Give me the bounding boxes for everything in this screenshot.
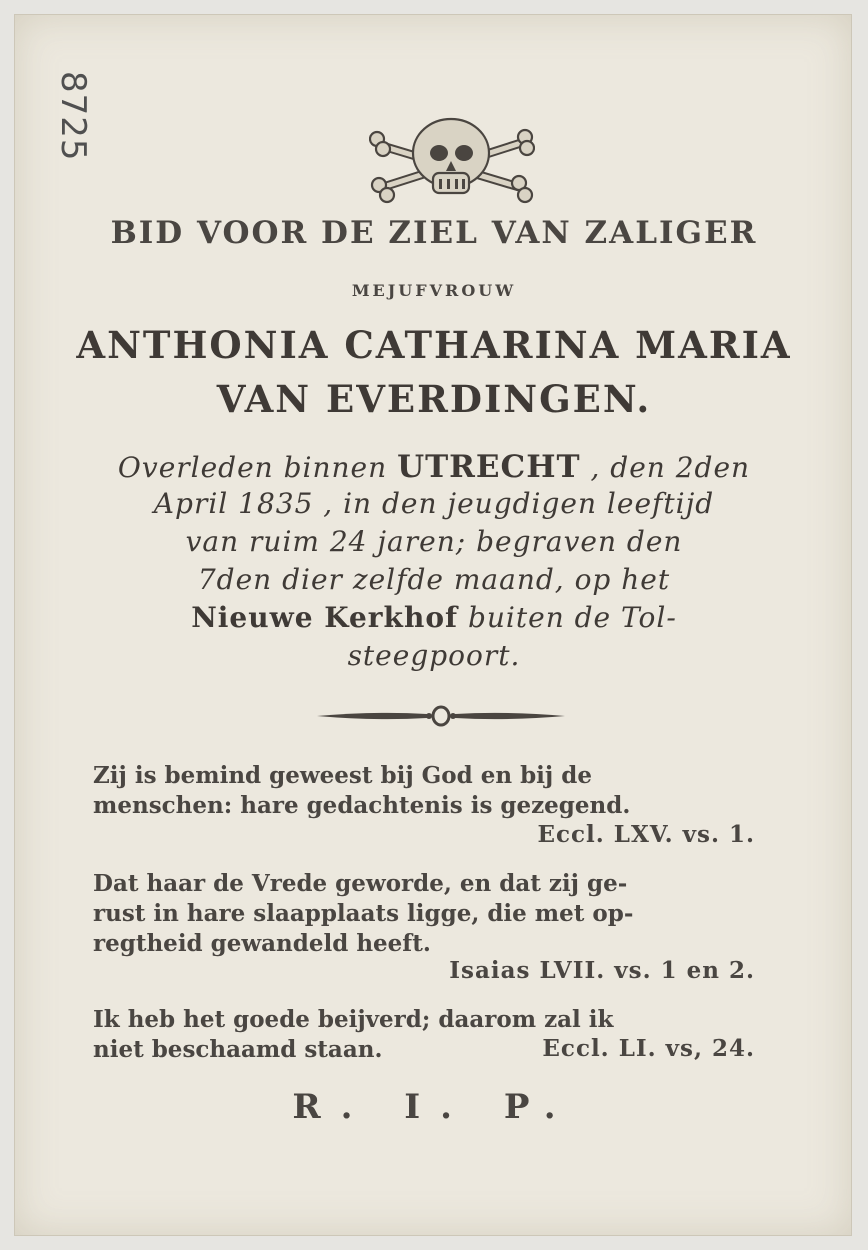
verse-2 xyxy=(93,869,783,959)
verse-3-reference: Eccl. LI. vs, 24. xyxy=(542,1035,755,1062)
verse-1-text-1: Zij is bemind geweest bij God en bij de xyxy=(93,762,592,789)
verse-2-line-2 xyxy=(93,899,783,929)
details-line-6: steegpoort. xyxy=(347,639,521,672)
verse-1-line-1 xyxy=(93,761,783,791)
details-line-4 xyxy=(15,563,853,596)
closing-rip: R. I. P. xyxy=(292,1087,576,1127)
verse-1-reference: Eccl. LXV. vs. 1. xyxy=(537,821,755,848)
name-line-2: VAN EVERDINGEN. xyxy=(216,377,652,421)
details-line-1 xyxy=(15,449,853,485)
verse-2-line-3 xyxy=(93,929,783,959)
details-outside: buiten de Tol- xyxy=(467,601,677,634)
details-month: dier zelfde maand, op het xyxy=(282,563,671,596)
verse-1-text-2: menschen: hare gedachtenis is gezegend. xyxy=(93,792,631,819)
verse-1 xyxy=(93,761,783,821)
memorial-card xyxy=(14,14,852,1236)
ornamental-divider-icon xyxy=(315,705,567,727)
name-line-1: ANTHONIA CATHARINA MARIA xyxy=(76,323,792,367)
details-line-5 xyxy=(15,601,853,634)
verse-3-line-1 xyxy=(93,1005,783,1035)
details-died-in: Overleden binnen xyxy=(117,451,388,484)
details-line-3: van ruim 24 jaren; begraven den xyxy=(185,525,683,558)
details-city: UTRECHT xyxy=(397,449,581,485)
verse-2-reference: Isaias LVII. vs. 1 en 2. xyxy=(449,957,755,984)
verse-1-line-2 xyxy=(93,791,783,821)
title-prefix: MEJUFVROUW xyxy=(351,281,517,300)
skull-and-crossbones-icon xyxy=(369,115,535,207)
heading: BID VOOR DE ZIEL VAN ZALIGER xyxy=(110,215,758,251)
details-cemetery: Nieuwe Kerkhof xyxy=(191,601,459,634)
verse-2-text-1: Dat haar de Vrede geworde, en dat zij ge- xyxy=(93,870,628,897)
details-date: , den 2den xyxy=(590,451,751,484)
verse-2-line-1 xyxy=(93,869,783,899)
accession-number: 8725 xyxy=(53,71,93,162)
verse-2-text-3: regtheid gewandeld heeft. xyxy=(93,930,431,957)
verse-3-text-2: niet beschaamd staan. xyxy=(93,1036,383,1063)
verse-2-text-2: rust in hare slaapplaats ligge, die met op- xyxy=(93,900,634,927)
details-burial-day: 7den xyxy=(197,563,273,596)
details-line-2: April 1835 , in den jeugdigen leeftijd xyxy=(153,487,715,520)
verse-3-text-1: Ik heb het goede beijverd; daarom zal ik xyxy=(93,1006,614,1033)
